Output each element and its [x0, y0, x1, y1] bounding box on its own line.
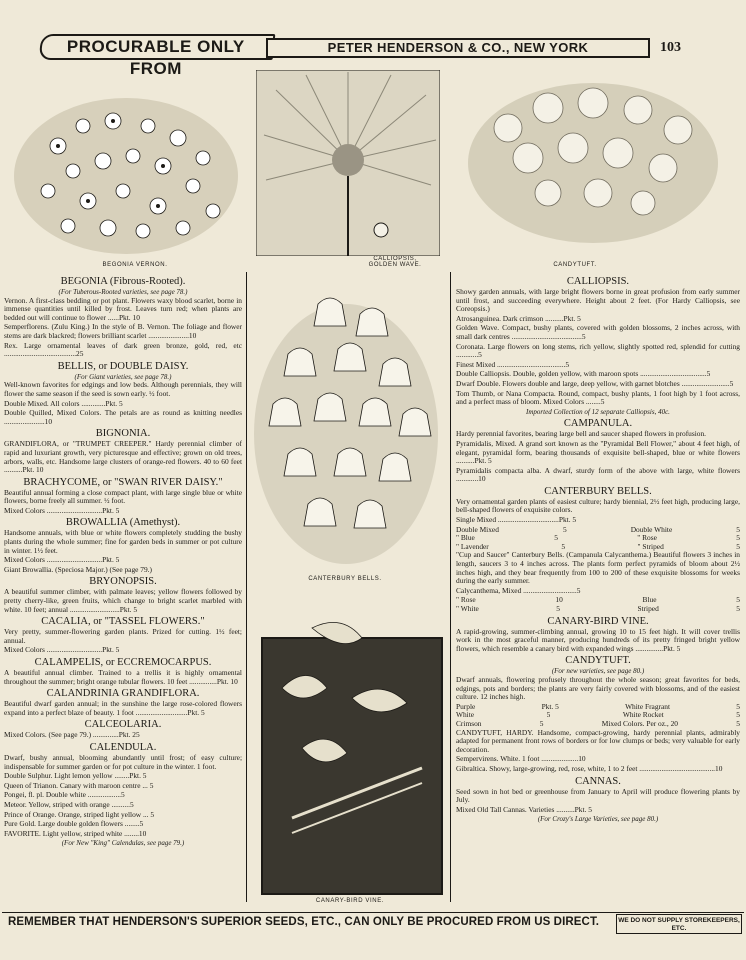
item-semperflorens: Semperflorens. (Zulu King.) In the style of B. Vernon. The foliage and flower stems are dark blackred; flowers brilliant scarlet ......................10	[4, 322, 242, 340]
canary-bird-vine-engraving	[252, 618, 448, 898]
item-golden-wave: Golden Wave. Compact, bushy plants, covered with golden blossoms, 2 inches across, with small dark centres ......................................5	[456, 323, 740, 341]
page-number: 103	[660, 40, 681, 55]
desc-cacalia: Very pretty, summer-flowering garden plants. Prized for cutting. 1½ feet; annual.	[4, 627, 242, 645]
grid-cell: Purple	[456, 701, 476, 711]
desc-calandrinia: Beautiful dwarf garden annual; in the sunshine the large rose-colored flowers expand into a perfect blaze of beauty. 1 foot ............................Pkt. 5	[4, 699, 242, 717]
item-pyramidalis-alba: Pyramidalis compacta alba. A dwarf, sturdy form of the above with large, white flowers ............10	[456, 465, 740, 484]
desc-browallia: Handsome annuals, with blue or white flowers completely studding the bushy plants during the whole summer; fine for garden beds in summer or pot culture in winter. 1½ feet.	[4, 528, 242, 555]
grid-row	[456, 534, 740, 543]
heading-canary: CANARY-BIRD VINE.	[547, 615, 649, 627]
caption-canterbury: CANTERBURY BELLS.	[308, 576, 382, 582]
grid-cell: White Rocket	[622, 710, 664, 720]
grid-cell: 5	[736, 701, 740, 711]
grid-cell: " Blue	[456, 533, 475, 543]
grid-cell: " White	[456, 604, 479, 613]
item-brachycome-mixed: Mixed Colors ..............................Pkt. 5	[4, 505, 120, 515]
heading-cannas: CANNAS.	[575, 775, 621, 787]
grid-row	[456, 711, 740, 720]
candytuft-engraving	[448, 68, 742, 260]
heading-calampelis: CALAMPELIS, or ECCREMOCARPUS.	[34, 657, 212, 668]
item-candytuft-hardy: CANDYTUFT, HARDY. Handsome, compact-growing, hardy perennial plants, admirably adapted for permanent front rows of borders or for low clumps or beds; very valuable for early decoration.	[456, 727, 740, 754]
grid-row	[456, 596, 740, 605]
note-begonia: (For Tuberous-Rooted varieties, see page 78.)	[58, 288, 188, 296]
grid-cell: Mixed Colors. Per oz., 20	[601, 718, 678, 728]
canterbury-grid	[456, 526, 740, 552]
canterbury-bells-engraving	[248, 284, 444, 570]
desc-candytuft: Dwarf annuals, flowering profusely throughout the whole season; great favorites for beds, edgings, pots and borders; the plants are very fairly covered with blossoms, and of the easiest culture. 12 inches high.	[456, 674, 740, 702]
item-mixed-old: Mixed Old Tall Cannas. Varieties ..........Pkt. 5	[456, 804, 592, 814]
calliopsis-illustration	[256, 70, 440, 256]
item-calceolaria-mixed: Mixed Colors. (See page 79.) ..............Pkt. 25	[4, 730, 140, 740]
grid-cell: 5	[736, 541, 740, 551]
calycanthema-grid	[456, 596, 740, 613]
grid-cell: 5	[736, 718, 740, 728]
grid-cell: 5	[736, 595, 740, 605]
grid-cell: Pkt. 5	[541, 701, 559, 711]
grid-cell: 5	[736, 524, 740, 534]
item-giant-browallia: Giant Browallia. (Speciosa Major.) (See page 79.)	[4, 564, 152, 574]
heading-brachycome: BRACHYCOME, or "SWAN RIVER DAISY."	[23, 476, 223, 488]
desc-bellis: Well-known favorites for edgings and low beds. Although perennials, they will flower the same season if the seed is sown early. ½ foot.	[4, 380, 242, 398]
item-gibraltica: Gibraltica. Showy, large-growing, red, rose, white, 1 to 2 feet .........................................10	[456, 763, 723, 773]
item-dwarf-double: Dwarf Double. Flowers double and large, deep yellow, with garnet blotches ..........................5	[456, 378, 734, 388]
grid-cell: Double Mixed	[456, 524, 499, 534]
item-double-calliopsis: Double Calliopsis. Double, golden yellow, with maroon spots ....................................5	[456, 369, 711, 379]
item-meteor: Meteor. Yellow, striped with orange ..........5	[4, 799, 134, 809]
item-calycanthema-mixed: Calycanthema, Mixed .............................5	[456, 585, 581, 595]
item-queen-trianon: Queen of Trianon. Canary with maroon centre ... 5	[4, 780, 154, 790]
grid-cell: 5	[539, 718, 544, 728]
left-column	[4, 274, 242, 848]
banner-right-text: PETER HENDERSON & CO., NEW YORK	[266, 38, 650, 58]
canterbury-bells-illustration	[248, 284, 444, 570]
heading-calandrinia: CALANDRINIA GRANDIFLORA.	[46, 688, 200, 700]
item-sempervirens: Sempervirens. White. 1 foot ....................10	[456, 754, 586, 764]
grid-cell: White Fragrant	[625, 701, 671, 711]
item-tom-thumb: Tom Thumb, or Nana Compacta. Round, compact, bushy plants, 1 foot high by 1 foot across, and a perfect mass of bloom. Mixed Colors ........5	[456, 388, 740, 407]
item-prince-orange: Prince of Orange. Orange, striped light yellow ... 5	[4, 809, 155, 819]
grid-cell: 5	[736, 533, 740, 543]
grid-cell: 5	[736, 604, 740, 613]
item-double-mixed: Double Mixed. All colors .............Pkt. 5	[4, 398, 123, 408]
grid-cell: " Lavender	[456, 541, 489, 551]
caption-calliopsis: CALLIOPSIS, GOLDEN WAVE.	[368, 256, 422, 268]
desc-canterbury: Very ornamental garden plants of easiest culture; hardy biennial, 2½ feet high, producing large, bell-shaped flowers of exquisite colors.	[456, 496, 740, 515]
heading-canterbury: CANTERBURY BELLS.	[544, 485, 652, 497]
item-single-mixed: Single Mixed .................................Pkt. 5	[456, 515, 577, 525]
item-finest-mixed: Finest Mixed .....................................5	[456, 359, 570, 369]
desc-calendula: Dwarf, bushy annual, blooming abundantly until frost; of easy culture; indispensable for summer garden or for pot culture in the winter. 1 foot.	[4, 752, 242, 771]
heading-cacalia: CACALIA, or "TASSEL FLOWERS."	[41, 616, 205, 628]
heading-campanula: CAMPANULA.	[563, 418, 633, 430]
grid-cell: White	[456, 710, 475, 720]
grid-cell: 5	[554, 533, 558, 543]
heading-bellis: BELLIS, or DOUBLE DAISY.	[57, 360, 189, 372]
note-cannas: (For Crozy's Large Varieties, see page 80.)	[537, 815, 659, 824]
heading-bryonopsis: BRYONOPSIS.	[89, 576, 157, 588]
calliopsis-engraving	[256, 70, 440, 256]
note-imported: Imported Collection of 12 separate Calliopsis, 40c.	[526, 407, 670, 416]
item-double-sulphur: Double Sulphur. Light lemon yellow ........Pkt. 5	[4, 771, 147, 781]
item-pongei: Pongei, fl. pl. Double white ..................5	[4, 790, 125, 800]
right-column	[456, 274, 740, 824]
item-rex: Rex. Large ornamental leaves of dark green bronze, gold, red, etc .......................................25	[4, 340, 242, 359]
header-banner	[40, 28, 646, 78]
item-vernon: Vernon. A first-class bedding or pot plant. Flowers waxy blood scarlet, borne in immense quantities until killed by frost. Leaves turn red; when plants are bedded out will continue to flower ......Pkt. 10	[4, 295, 242, 322]
grid-cell: " Rose	[456, 595, 476, 605]
grid-cell: 5	[736, 710, 740, 720]
grid-row	[456, 703, 740, 712]
candytuft-grid	[456, 703, 740, 729]
item-browallia-mixed: Mixed Colors ..............................Pkt. 5	[4, 555, 120, 565]
item-coronata: Coronata. Large flowers on long stems, rich yellow, slightly spotted red, splendid for cutting ............5	[456, 341, 740, 360]
heading-browallia: BROWALLIA (Amethyst).	[65, 517, 181, 529]
desc-campanula: Hardy perennial favorites, bearing large bell and saucer shaped flowers in profusion.	[456, 429, 707, 439]
desc-cannas: Seed sown in hot bed or greenhouse from January to April will produce flowering plants by July.	[456, 786, 740, 805]
desc-calampelis: A beautiful annual climber. Trained to a trellis it is highly ornamental throughout the summer; bright orange tubular flowers. 10 feet ...............Pkt. 10	[4, 668, 242, 686]
begonia-engraving	[8, 66, 244, 262]
item-grandiflora: GRANDIFLORA, or "TRUMPET CREEPER." Hardy perennial climber of rapid and luxuriant growth, very picturesque and effective; grown on old trees, arbors, walls, etc. Handsome large clusters of orange-red flowers. 40 to 60 feet ..........Pkt. 10	[4, 439, 242, 475]
grid-cell: 5	[562, 524, 567, 534]
left-column-rule	[246, 272, 247, 902]
heading-calceolaria: CALCEOLARIA.	[84, 719, 162, 731]
grid-cell: 5	[546, 710, 551, 720]
grid-cell: 10	[555, 595, 563, 605]
banner-left-text: PROCURABLE ONLY FROM	[66, 37, 245, 78]
desc-bryonopsis: A beautiful summer climber, with palmate leaves; yellow flowers followed by pretty cherry-like, green fruits, which change to bright scarlet marbled with white. 10 feet; annual ...........................Pkt. 5	[4, 587, 242, 614]
item-pyramidalis: Pyramidalis, Mixed. A grand sort known as the "Pyramidal Bell Flower," about 4 feet high, of elegant, pyramidal form, bearing thousands of exquisite bell-shaped, blue or white flowers ..........Pkt. 5	[456, 438, 740, 466]
heading-begonia: BEGONIA (Fibrous-Rooted).	[60, 276, 186, 287]
item-double-quilled: Double Quilled, Mixed Colors. The petals are as round as knitting needles ......................10	[4, 408, 242, 426]
item-atrosanguinea: Atrosanguinea. Dark crimson ..........Pkt. 5	[456, 313, 581, 323]
grid-row	[456, 526, 740, 535]
right-column-rule	[450, 272, 451, 902]
banner-left-ribbon	[39, 34, 276, 78]
item-cup-saucer: "Cup and Saucer" Canterbury Bells. (Campanula Calycanthema.) Beautiful flowers 3 inches in length, saucers 3 to 4 inches across. The plants form perfect pyramids of bloom about 2½ inches high, and they bear frequently from 100 to 200 of these exquisite blossoms for weeks during the early summer.	[456, 550, 740, 586]
candytuft-illustration	[448, 68, 742, 260]
caption-canary-bird-vine: CANARY-BIRD VINE.	[315, 898, 385, 904]
grid-cell: 5	[556, 604, 560, 613]
heading-bignonia: BIGNONIA.	[95, 428, 151, 440]
note-calendula: (For New "King" Calendulas, see page 79.)	[61, 839, 185, 848]
note-candytuft: (For new varieties, see page 80.)	[551, 667, 645, 676]
desc-canary: A rapid-growing, summer-climbing annual, growing 10 to 15 feet high. It will cover trellis work in the most graceful manner, producing hundreds of its pretty fringed bright yellow flowers, which resemble a canary bird with expanded wings ...............Pkt. 5	[456, 626, 740, 653]
grid-cell: Striped	[637, 604, 659, 613]
caption-candytuft: CANDYTUFT.	[553, 262, 597, 268]
item-cacalia-mixed: Mixed Colors ..............................Pkt. 5	[4, 645, 120, 655]
footer-box: WE DO NOT SUPPLY STOREKEEPERS, ETC.	[616, 914, 742, 934]
heading-calliopsis: CALLIOPSIS.	[566, 276, 630, 287]
desc-brachycome: Beautiful annual forming a close compact plant, with large single blue or white flowers, borne freely all summer. ½ foot.	[4, 487, 242, 506]
grid-row	[456, 605, 740, 614]
footer-notice: REMEMBER THAT HENDERSON'S SUPERIOR SEEDS, ETC., CAN ONLY BE PROCURED FROM US DIRECT.	[8, 916, 600, 928]
item-pure-gold: Pure Gold. Large double golden flowers ........5	[4, 819, 144, 829]
begonia-illustration	[8, 66, 244, 262]
grid-cell: " Striped	[637, 541, 664, 551]
canary-bird-vine-illustration	[252, 618, 448, 898]
footer-rule	[2, 912, 744, 913]
grid-cell: Crimson	[456, 718, 482, 728]
desc-calliopsis: Showy garden annuals, with large bright flowers borne in great profusion from early summer until frost, and succeeding everywhere. Height about 2 feet. (For Hardy Calliopsis, see Coreopsis.)	[456, 287, 740, 314]
item-favorite: FAVORITE. Light yellow, striped white ........10	[4, 828, 147, 838]
heading-candytuft: CANDYTUFT.	[565, 655, 631, 667]
grid-cell: " Rose	[637, 533, 657, 543]
grid-cell: Blue	[642, 595, 657, 605]
note-bellis: (For Giant varieties, see page 78.)	[74, 372, 172, 381]
grid-cell: 5	[561, 541, 566, 551]
caption-begonia: BEGONIA VERNON.	[102, 262, 168, 268]
grid-cell: Double White	[630, 524, 673, 534]
heading-calendula: CALENDULA.	[89, 741, 157, 753]
